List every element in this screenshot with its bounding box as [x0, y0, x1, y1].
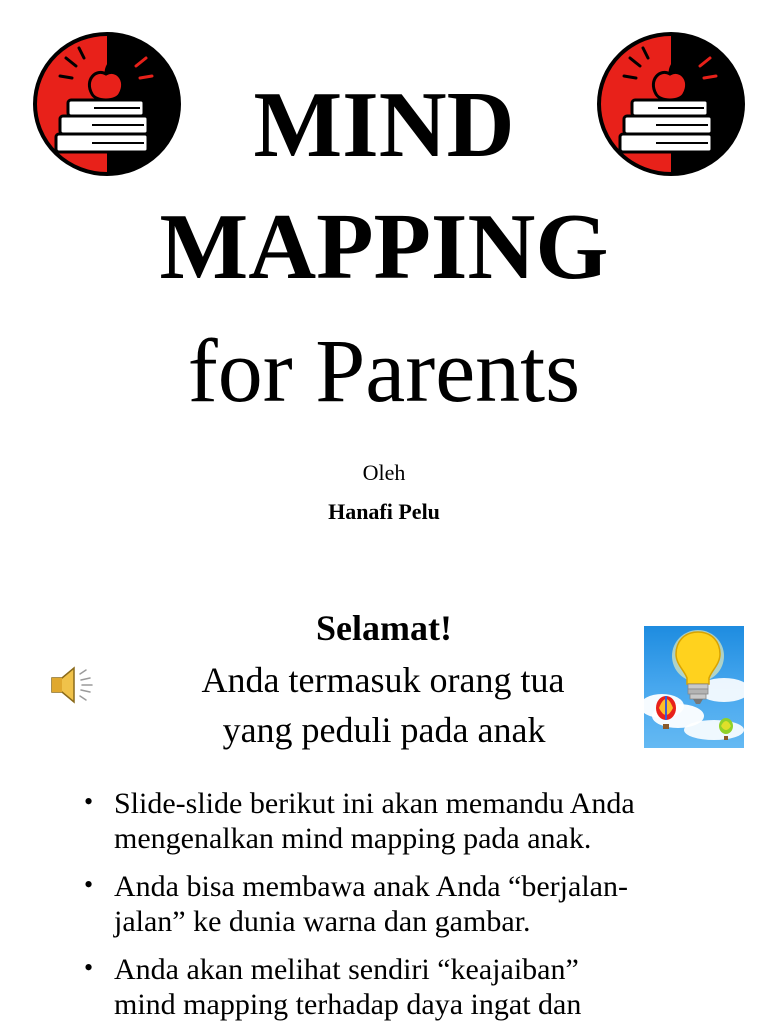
greeting-line-1: Anda termasuk orang tua: [201, 660, 565, 700]
title-line-mind: MIND: [253, 73, 515, 177]
byline-label: Oleh: [362, 460, 406, 485]
bullet-marker: •: [84, 870, 94, 899]
lightbulb-balloons-icon: [644, 626, 744, 748]
greeting-heading: Selamat!: [316, 608, 452, 648]
bullet-list: [84, 786, 754, 1024]
bullet-text-line: mind mapping terhadap daya ingat dan: [114, 988, 582, 1021]
bullet-text-line: mengenalkan mind mapping pada anak.: [114, 822, 592, 855]
list-item: [84, 952, 754, 1022]
bullet-text-line: jalan” ke dunia warna dan gambar.: [114, 905, 531, 938]
bullet-text-line: Slide-slide berikut ini akan memandu Anda: [114, 787, 635, 820]
author-name: Hanafi Pelu: [328, 499, 440, 524]
list-item: [84, 869, 754, 939]
bullet-marker: •: [84, 787, 94, 816]
bullet-text-line: Anda akan melihat sendiri “keajaiban”: [114, 953, 579, 986]
bullet-marker: •: [84, 953, 94, 982]
title-line-for-parents: for Parents: [187, 322, 581, 421]
list-item: [84, 786, 754, 856]
greeting-line-2: yang peduli pada anak: [222, 710, 546, 750]
bullet-text-line: Anda bisa membawa anak Anda “berjalan-: [114, 870, 628, 903]
title-line-mapping: MAPPING: [159, 195, 609, 299]
